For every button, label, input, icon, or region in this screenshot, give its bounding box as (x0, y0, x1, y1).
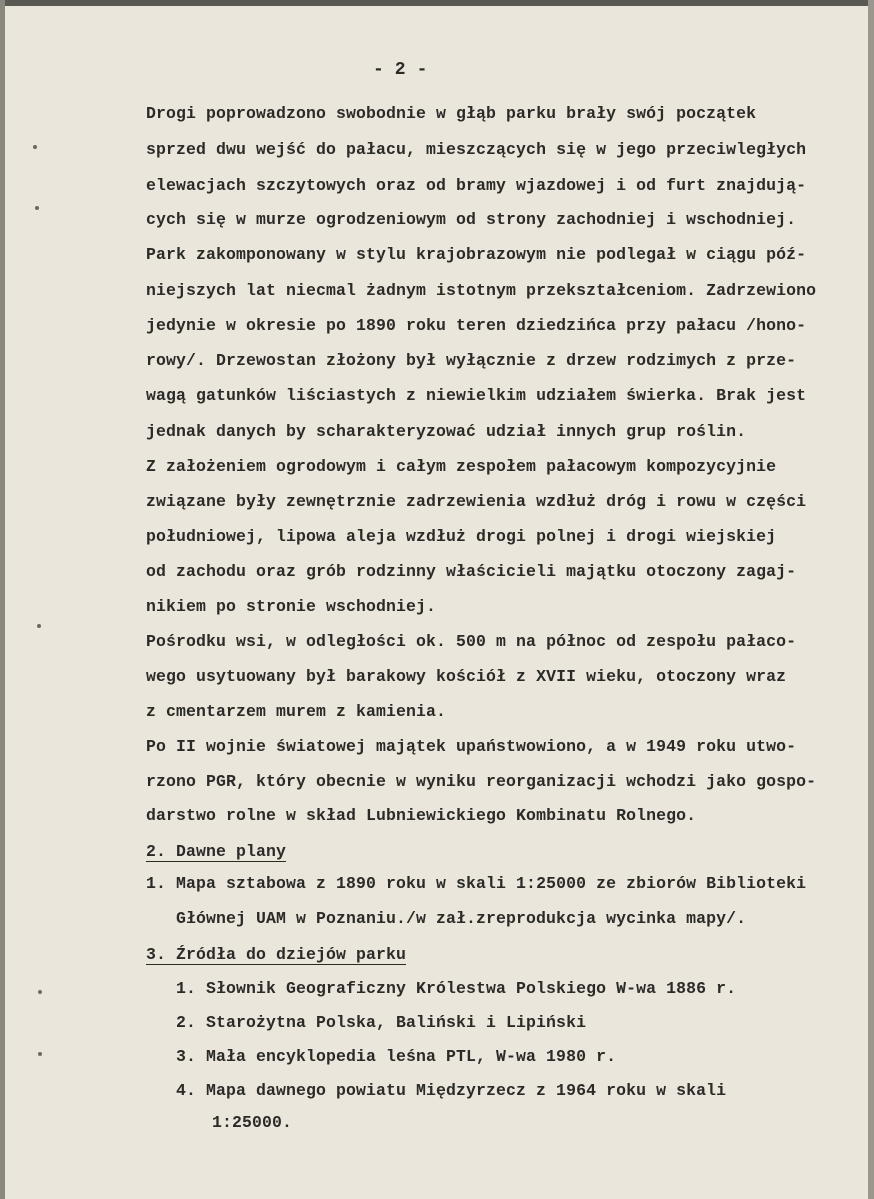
text-line: z cmentarzem murem z kamienia. (146, 702, 447, 721)
section-2-heading: 2. Dawne plany (146, 842, 287, 861)
scan-speck (37, 624, 41, 628)
text-line: rowy/. Drzewostan złożony był wyłącznie z drzew rodzimych z prze- (146, 351, 797, 370)
section-3-item-continuation: 1:25000. (212, 1113, 293, 1132)
text-line: Park zakomponowany w stylu krajobrazowym nie podlegał w ciągu póź- (146, 245, 807, 264)
text-line: jedynie w okresie po 1890 roku teren dziedzińca przy pałacu /hono- (146, 316, 807, 335)
section-3-item: 4. Mapa dawnego powiatu Międzyrzecz z 1964 roku w skali (176, 1081, 727, 1100)
section-3-item: 2. Starożytna Polska, Baliński i Lipiński (176, 1013, 587, 1032)
scan-speck (38, 990, 42, 994)
section-3-item: 1. Słownik Geograficzny Królestwa Polskiego W-wa 1886 r. (176, 979, 737, 998)
text-line: południowej, lipowa aleja wzdłuż drogi polnej i drogi wiejskiej (146, 527, 777, 546)
text-line: wego usytuowany był barakowy kościół z XVII wieku, otoczony wraz (146, 667, 787, 686)
text-line: od zachodu oraz grób rodzinny właścicieli majątku otoczony zagaj- (146, 562, 797, 581)
text-line: nikiem po stronie wschodniej. (146, 597, 437, 616)
scan-speck (35, 206, 39, 210)
section-2-item-continuation: Głównej UAM w Poznaniu./w zał.zreprodukcja wycinka mapy/. (176, 909, 747, 928)
text-line: wagą gatunków liściastych z niewielkim udziałem świerka. Brak jest (146, 386, 807, 405)
text-line: niejszych lat niecmal żadnym istotnym przekształceniom. Zadrzewiono (146, 281, 817, 300)
text-line: Drogi poprowadzono swobodnie w głąb parku brały swój początek (146, 104, 757, 123)
text-line: sprzed dwu wejść do pałacu, mieszczących się w jego przeciwległych (146, 140, 807, 159)
text-line: Pośrodku wsi, w odległości ok. 500 m na północ od zespołu pałaco- (146, 632, 797, 651)
scan-border-top (0, 0, 874, 6)
scan-border-left (0, 0, 5, 1199)
text-line: Z założeniem ogrodowym i całym zespołem pałacowym kompozycyjnie (146, 457, 777, 476)
section-3-heading: 3. Źródła do dziejów parku (146, 945, 407, 964)
text-line: cych się w murze ogrodzeniowym od strony zachodniej i wschodniej. (146, 210, 797, 229)
section-2-item: 1. Mapa sztabowa z 1890 roku w skali 1:25000 ze zbiorów Biblioteki (146, 874, 807, 893)
text-line: darstwo rolne w skład Lubniewickiego Kombinatu Rolnego. (146, 806, 697, 825)
text-line: elewacjach szczytowych oraz od bramy wjazdowej i od furt znajdują- (146, 176, 807, 195)
scan-border-right (868, 0, 874, 1199)
text-line: jednak danych by scharakteryzować udział innych grup roślin. (146, 422, 747, 441)
text-line: rzono PGR, który obecnie w wyniku reorganizacji wchodzi jako gospo- (146, 772, 817, 791)
page-number: - 2 - (373, 60, 428, 80)
text-line: związane były zewnętrznie zadrzewienia wzdłuż dróg i rowu w części (146, 492, 807, 511)
text-line: Po II wojnie światowej majątek upaństwowiono, a w 1949 roku utwo- (146, 737, 797, 756)
scan-speck (38, 1052, 42, 1056)
section-3-item: 3. Mała encyklopedia leśna PTL, W-wa 1980 r. (176, 1047, 617, 1066)
scan-speck (33, 145, 37, 149)
